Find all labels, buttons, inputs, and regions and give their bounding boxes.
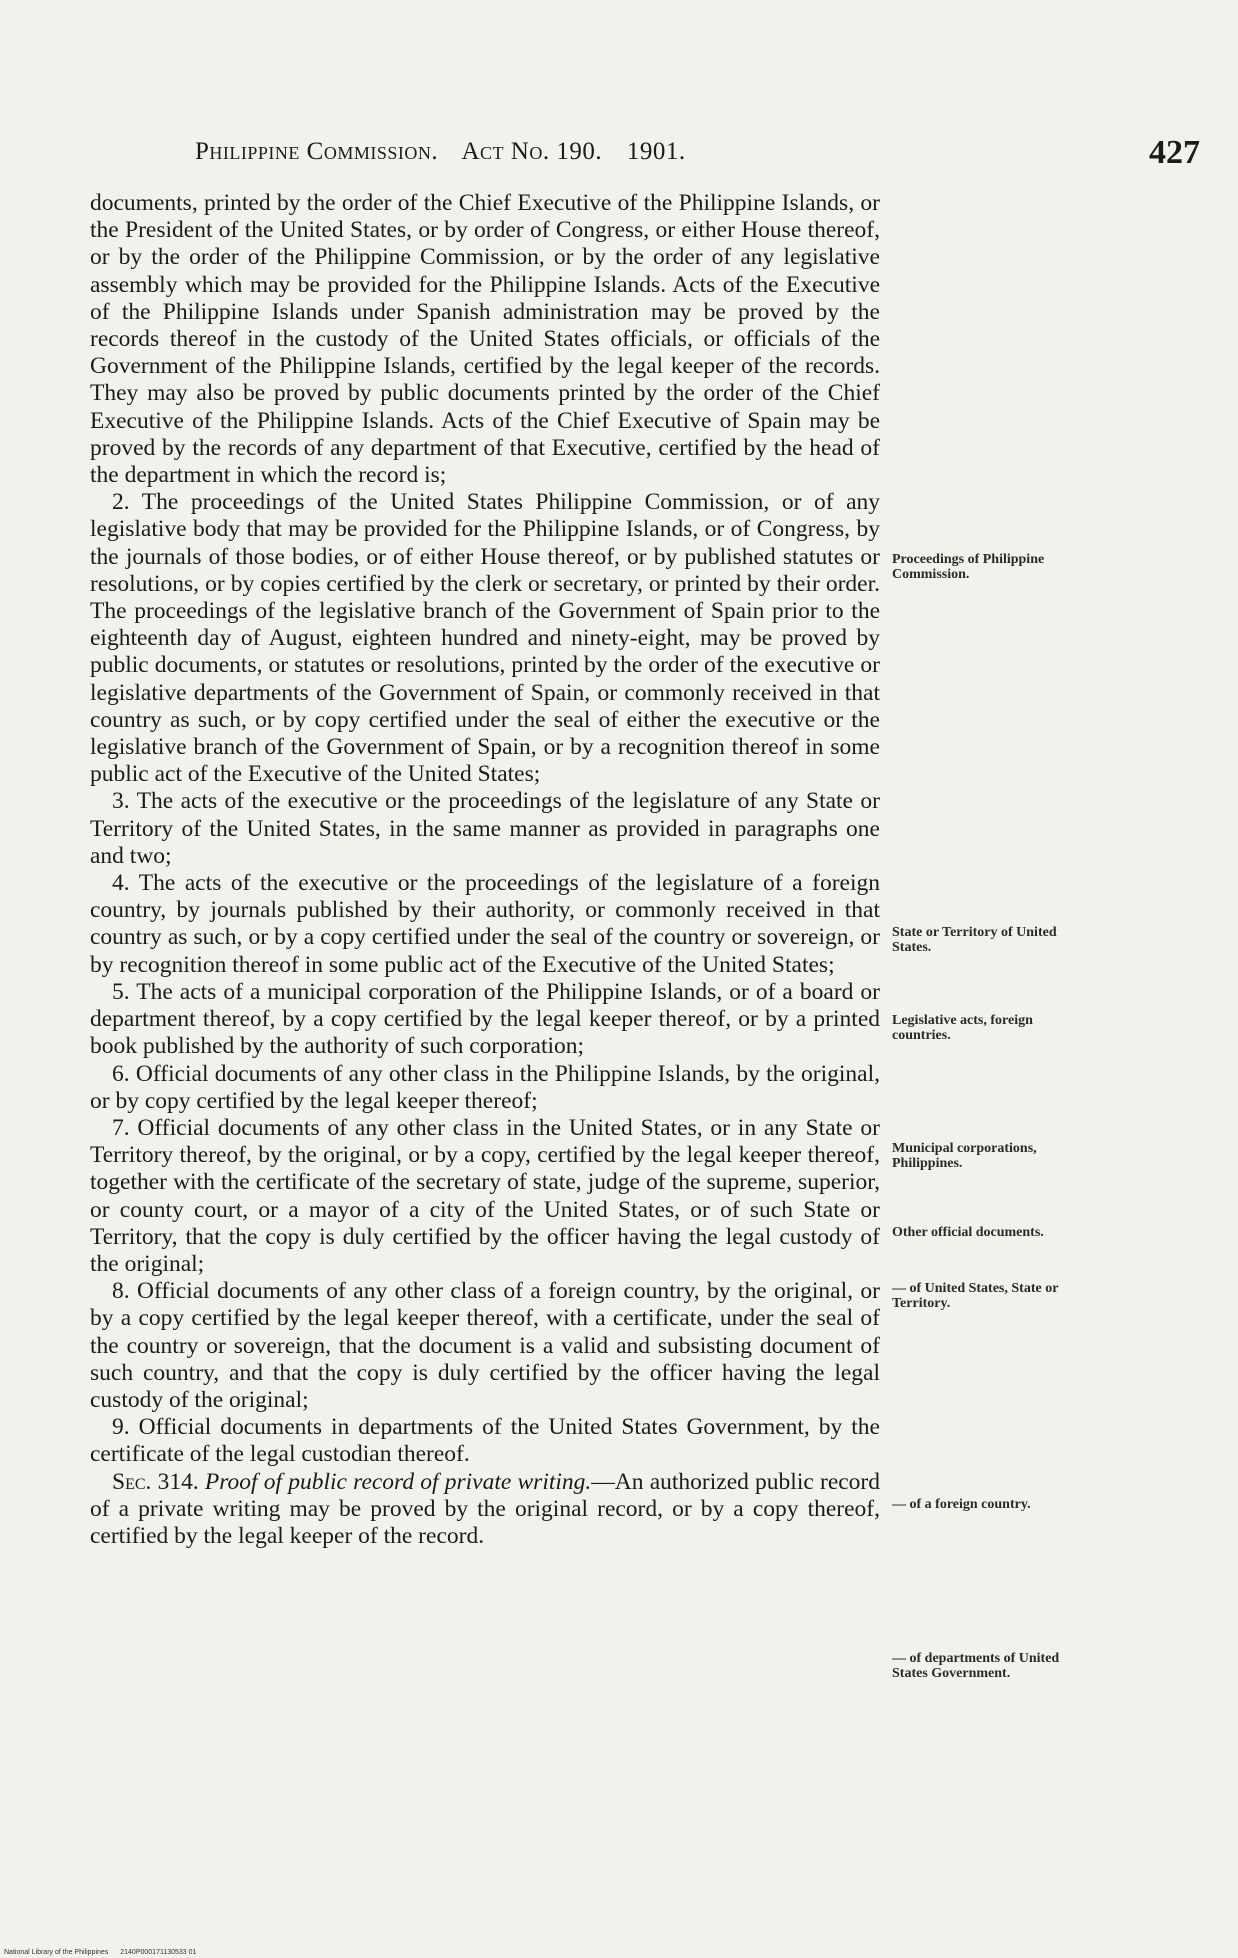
margin-note-state-territory: State or Territory of United States. [892, 925, 1057, 955]
section-314 [90, 1469, 880, 1551]
page-number: 427 [1149, 134, 1200, 171]
margin-note-municipal: Municipal corporations, Philippines. [892, 1141, 1037, 1171]
footer-code: 2140P000171130533 01 [120, 1949, 197, 1956]
margin-note-foreign-legislative: Legislative acts, foreign countries. [892, 1013, 1033, 1043]
paragraph-7: 7. Official documents of any other class in the United States, or in any State or Territory thereof, by the original, or by a copy, certified by the legal keeper thereof, together with the certificate of the secretary of state, judge of the supreme, superior, or county court, or a mayor of a city of the United States, or of such State or Territory, that the copy is duly certified by the officer having the legal custody of the original; [90, 1114, 880, 1277]
paragraph-4: 4. The acts of the executive or the proceedings of the legislature of a foreign country, by journals published by their authority, or commonly received in that country as such, or by a copy certified under the seal of the country or sovereign, or by recognition thereof in some public act of the Executive of the United States; [90, 870, 880, 978]
margin-note-other-official: Other official documents. [892, 1225, 1044, 1240]
running-header [150, 134, 1200, 178]
margin-note-proceedings: Proceedings of Philippine Commission. [892, 552, 1045, 582]
body-text [90, 190, 880, 1550]
section-title: Proof of public record of private writing. [204, 1468, 592, 1495]
margin-note-foreign-country: — of a foreign country. [892, 1497, 1031, 1512]
paragraph-continuation: documents, printed by the order of the Chief Executive of the Philippine Islands, or the President of the United States, or by order of Congress, or either House thereof, or by the order of the Philippine Commission, or by the order of any legislative assembly which may be provided for the Philippine Islands. Acts of the Executive of the Philippine Islands under Spanish administration may be proved by the records thereof in the custody of the United States officials, or officials of the Government of the Philippine Islands, certified by the legal keeper of the records. They may also be proved by public documents printed by the order of the Chief Executive of the Philippine Islands. Acts of the Chief Executive of Spain may be proved by the records of any department of that Executive, certified by the head of the department in which the record is; [90, 190, 880, 489]
paragraph-9: 9. Official documents in departments of the United States Government, by the certificate of the legal custodian thereof. [90, 1414, 880, 1468]
header-title: Philippine Commission. [195, 138, 439, 165]
header-act: Act No. 190. [461, 138, 603, 165]
margin-note-departments: — of departments of United States Government. [892, 1651, 1060, 1681]
section-label: Sec. 314. [112, 1468, 199, 1495]
header-year: 1901. [626, 138, 686, 165]
section-text: —An authorized public record of a private writing may be proved by the original record, or by a copy thereof, certified by the legal keeper of the record. [90, 1468, 881, 1549]
paragraph-3: 3. The acts of the executive or the proceedings of the legislature of any State or Territory of the United States, in the same manner as provided in paragraphs one and two; [90, 788, 880, 869]
paragraph-8: 8. Official documents of any other class of a foreign country, by the original, or by a copy certified by the legal keeper thereof, with a certificate, under the seal of the country or sovereign, that the document is a valid and subsisting document of such country, and that the copy is duly certified by the officer having the legal custody of the original; [90, 1278, 880, 1413]
paragraph-5: 5. The acts of a municipal corporation of the Philippine Islands, or of a board or department thereof, by a copy certified by the legal keeper thereof, or by a printed book published by the authority of such corporation; [90, 978, 880, 1060]
paragraph-6: 6. Official documents of any other class in the Philippine Islands, by the original, or by copy certified by the legal keeper thereof; [90, 1060, 880, 1114]
paragraph-2: 2. The proceedings of the United States Philippine Commission, or of any legislative body that may be provided for the Philippine Islands, or of Congress, by the journals of those bodies, or of either House thereof, or by published statutes or resolutions, or by copies certified by the clerk or secretary, or printed by their order. The proceedings of the legislative branch of the Government of Spain prior to the eighteenth day of August, eighteen hundred and ninety-eight, may be proved by public documents, or statutes or resolutions, printed by the order of the executive or legislative departments of the Government of Spain, or commonly received in that country as such, or by copy certified under the seal of either the executive or the legislative branch of the Government of Spain, or by a recognition thereof in some public act of the Executive of the United States; [90, 489, 880, 788]
margin-note-united-states: — of United States, State or Territory. [892, 1281, 1059, 1311]
footer-credit [4, 1949, 206, 1956]
header-center [195, 138, 704, 166]
footer-library: National Library of the Philippines [4, 1949, 109, 1956]
